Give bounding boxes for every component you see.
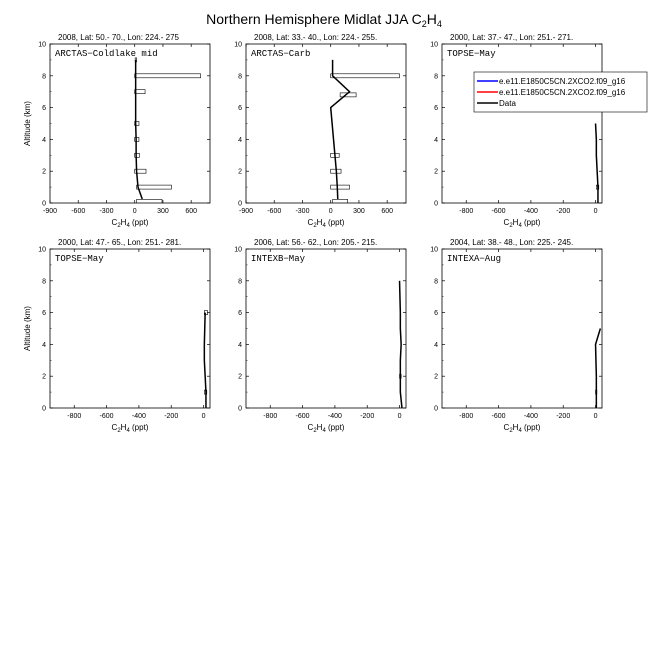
x-tick-label: -900 xyxy=(42,208,58,215)
y-tick-label: 4 xyxy=(42,341,46,349)
x-tick-label: 0 xyxy=(132,208,137,215)
figure-title-main: Northern Hemisphere Midlat JJA C xyxy=(206,11,422,27)
panel-subtitle: 2000, Lat: 37.- 47., Lon: 251.- 271. xyxy=(450,33,574,42)
y-tick-label: 6 xyxy=(42,310,46,318)
y-tick-label: 0 xyxy=(238,200,242,208)
y-tick-label: 10 xyxy=(234,246,242,254)
x-tick-label: -800 xyxy=(459,208,474,215)
y-tick-label: 8 xyxy=(238,73,242,81)
y-tick-label: 10 xyxy=(234,41,242,49)
range-box xyxy=(331,74,400,78)
y-tick-label: 8 xyxy=(42,73,46,81)
x-tick-label: -300 xyxy=(295,208,310,215)
range-box xyxy=(137,185,172,189)
y-tick-label: 10 xyxy=(38,246,46,254)
legend-label: Data xyxy=(499,99,516,108)
y-tick-label: 4 xyxy=(434,341,438,349)
x-tick-label: -400 xyxy=(327,413,342,420)
x-tick-label: -200 xyxy=(556,413,571,420)
data-series-line xyxy=(331,60,350,199)
x-tick-label: -200 xyxy=(360,413,375,420)
x-tick-label: 0 xyxy=(328,208,333,215)
x-tick-label: -600 xyxy=(99,413,114,420)
x-tick-label: -800 xyxy=(459,413,474,420)
data-series-line xyxy=(136,60,143,199)
x-tick-label: -900 xyxy=(238,208,254,215)
plot-frame xyxy=(442,44,602,203)
panel-4 xyxy=(23,238,210,434)
plot-frame xyxy=(246,44,406,203)
y-tick-label: 10 xyxy=(38,41,46,49)
y-tick-label: 6 xyxy=(238,105,242,113)
x-tick-label: 600 xyxy=(185,208,198,215)
data-series-line xyxy=(400,281,402,408)
y-tick-label: 6 xyxy=(238,310,242,318)
x-tick-label: -400 xyxy=(523,208,538,215)
y-tick-label: 10 xyxy=(430,41,438,49)
y-tick-label: 0 xyxy=(42,200,46,208)
plot-frame xyxy=(442,249,602,408)
x-axis-label: $C_2H_4$ (ppt) xyxy=(307,218,345,229)
y-axis-label: Altitude (km) xyxy=(23,306,32,351)
y-tick-label: 2 xyxy=(238,373,242,381)
x-tick-label: -600 xyxy=(295,413,310,420)
y-tick-label: 0 xyxy=(434,200,438,208)
x-tick-label: -300 xyxy=(99,208,114,215)
panel-subtitle: 2006, Lat: 56.- 62., Lon: 205.- 215. xyxy=(254,238,378,247)
figure-title-h: H xyxy=(426,11,437,27)
campaign-label: INTEXB−May xyxy=(251,254,306,264)
campaign-label: INTEXA−Aug xyxy=(447,254,502,264)
x-tick-label: -400 xyxy=(131,413,146,420)
x-axis-label: $C_2H_4$ (ppt) xyxy=(307,423,345,434)
plot-area xyxy=(331,60,400,204)
y-tick-label: 10 xyxy=(430,246,438,254)
data-series-line xyxy=(596,124,598,204)
y-tick-label: 6 xyxy=(42,105,46,113)
range-box xyxy=(331,185,350,189)
x-tick-label: 300 xyxy=(157,208,169,215)
y-tick-label: 2 xyxy=(42,373,46,381)
plot-area xyxy=(135,58,201,204)
figure-title xyxy=(206,11,442,29)
y-tick-label: 2 xyxy=(238,168,242,176)
figure-title-sub2: 4 xyxy=(436,19,442,29)
x-axis-label: $C_2H_4$ (ppt) xyxy=(503,218,541,229)
x-tick-label: 600 xyxy=(381,208,394,215)
y-tick-label: 0 xyxy=(42,405,46,413)
y-tick-label: 4 xyxy=(238,136,242,144)
x-axis-label: $C_2H_4$ (ppt) xyxy=(111,423,149,434)
x-tick-label: -400 xyxy=(523,413,538,420)
plot-area xyxy=(596,124,599,204)
plot-area xyxy=(596,329,601,409)
plot-frame xyxy=(50,249,210,408)
campaign-label: ARCTAS−Coldlake mid xyxy=(55,49,158,59)
y-tick-label: 8 xyxy=(434,278,438,286)
y-tick-label: 0 xyxy=(238,405,242,413)
plot-frame xyxy=(246,249,406,408)
x-tick-label: 0 xyxy=(201,413,206,420)
panel-subtitle: 2008, Lat: 33.- 40., Lon: 224.- 255. xyxy=(254,33,378,42)
x-tick-label: -600 xyxy=(71,208,86,215)
panel-2 xyxy=(234,33,406,229)
x-tick-label: -600 xyxy=(491,413,506,420)
y-axis-label: Altitude (km) xyxy=(23,101,32,146)
y-tick-label: 2 xyxy=(42,168,46,176)
y-tick-label: 2 xyxy=(434,373,438,381)
x-tick-label: -600 xyxy=(491,208,506,215)
x-tick-label: -200 xyxy=(164,413,179,420)
legend-label: e.e11.E1850C5CN.2XCO2.f09_g16 xyxy=(499,88,626,97)
y-tick-label: 4 xyxy=(42,136,46,144)
figure-title-sub1: 2 xyxy=(421,19,427,29)
y-tick-label: 4 xyxy=(238,341,242,349)
y-tick-label: 6 xyxy=(434,105,438,113)
plot-area xyxy=(204,311,207,408)
x-tick-label: 0 xyxy=(397,413,402,420)
data-series-line xyxy=(596,329,601,409)
panel-6 xyxy=(430,238,602,434)
campaign-label: ARCTAS−Carb xyxy=(251,49,311,59)
range-box xyxy=(135,74,201,78)
x-axis-label: $C_2H_4$ (ppt) xyxy=(503,423,541,434)
plot-frame xyxy=(50,44,210,203)
panel-1 xyxy=(23,33,210,229)
x-tick-label: 0 xyxy=(593,208,598,215)
plot-area xyxy=(400,281,402,408)
x-tick-label: -200 xyxy=(556,208,571,215)
x-axis-label: $C_2H_4$ (ppt) xyxy=(111,218,149,229)
panel-subtitle: 2000, Lat: 47.- 65., Lon: 251.- 281. xyxy=(58,238,182,247)
legend-label: e.e11.E1850C5CN.2XCO2.f09_g16 xyxy=(499,77,626,86)
x-tick-label: 0 xyxy=(593,413,598,420)
legend xyxy=(474,72,647,112)
campaign-label: TOPSE−May xyxy=(55,254,104,264)
y-tick-label: 2 xyxy=(434,168,438,176)
campaign-label: TOPSE−May xyxy=(447,49,496,59)
y-tick-label: 8 xyxy=(434,73,438,81)
x-tick-label: -800 xyxy=(263,413,278,420)
panel-3 xyxy=(430,33,602,229)
panel-subtitle: 2004, Lat: 38.- 48., Lon: 225.- 245. xyxy=(450,238,574,247)
y-tick-label: 4 xyxy=(434,136,438,144)
x-tick-label: -600 xyxy=(267,208,282,215)
y-tick-label: 8 xyxy=(238,278,242,286)
y-tick-label: 0 xyxy=(434,405,438,413)
x-tick-label: 300 xyxy=(353,208,365,215)
y-tick-label: 8 xyxy=(42,278,46,286)
x-tick-label: -800 xyxy=(67,413,82,420)
panel-subtitle: 2008, Lat: 50.- 70., Lon: 224.- 275 xyxy=(58,33,179,42)
panel-5 xyxy=(234,238,406,434)
y-tick-label: 6 xyxy=(434,310,438,318)
